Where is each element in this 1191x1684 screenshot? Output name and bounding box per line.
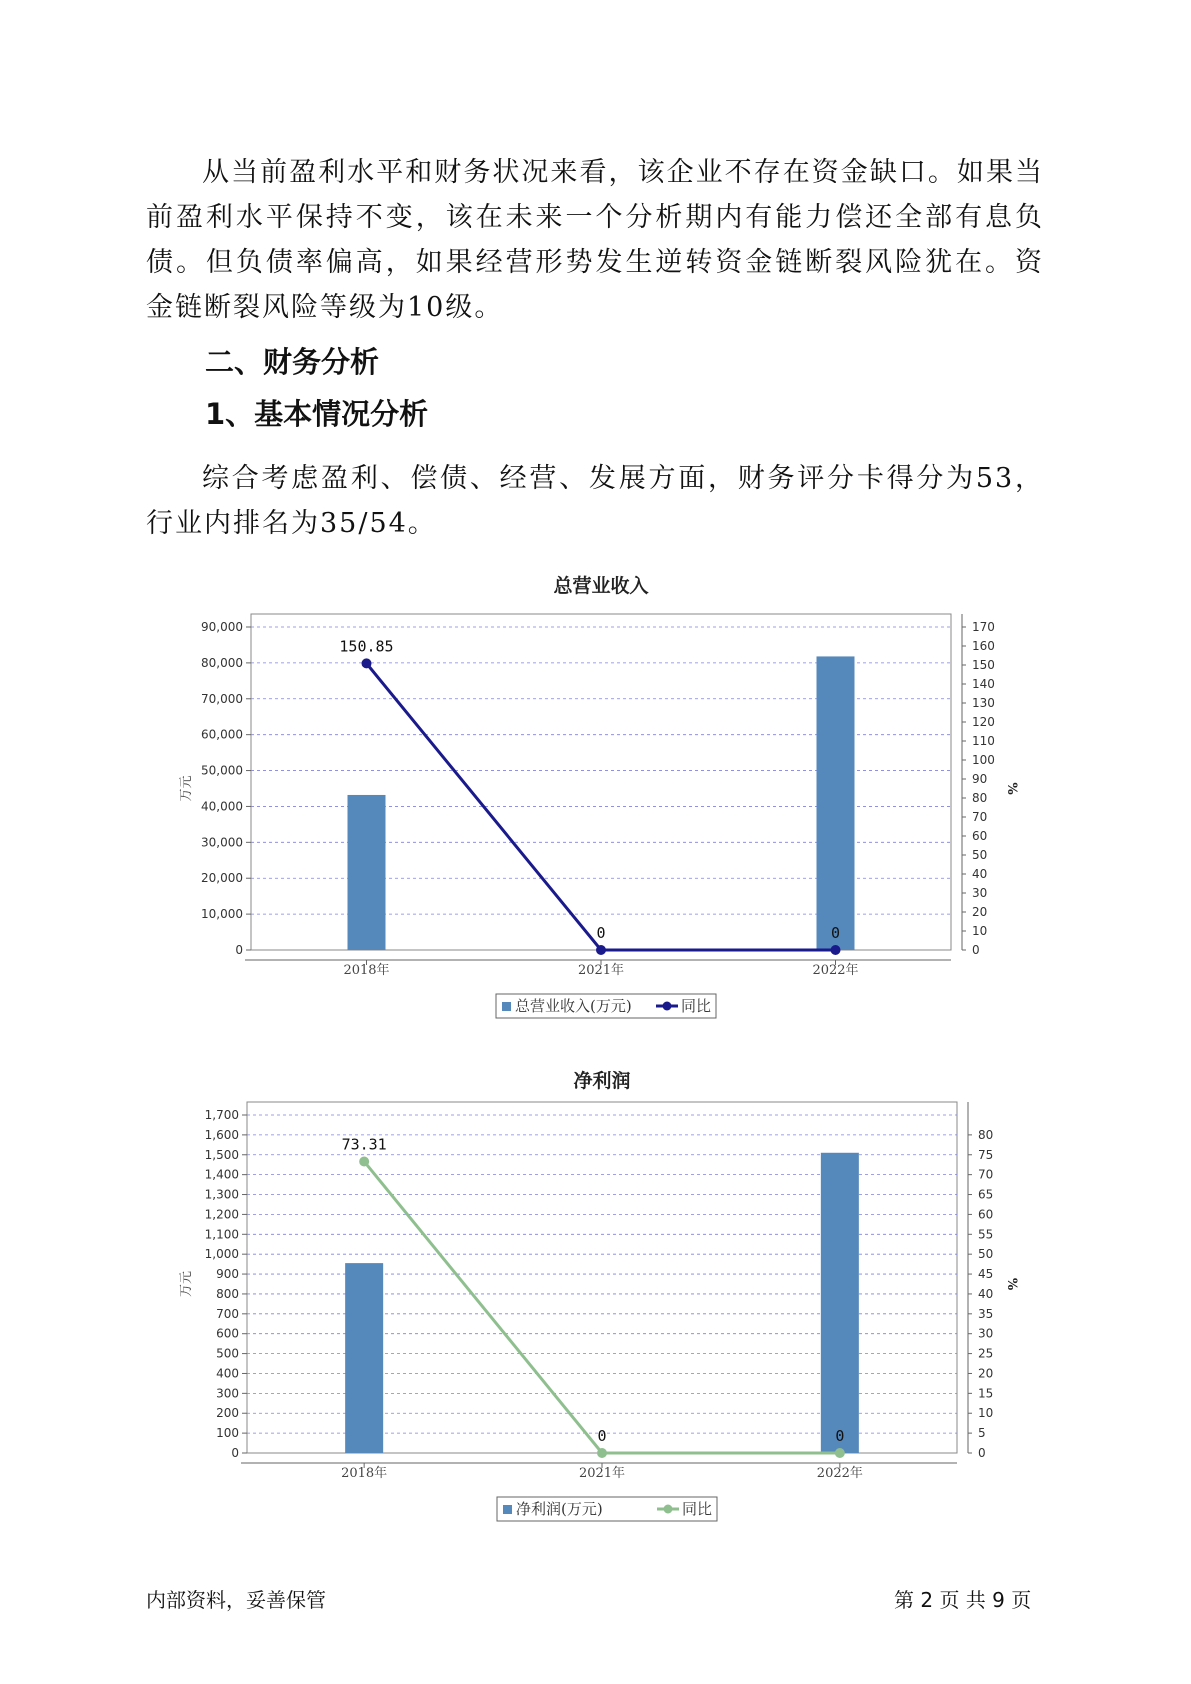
- section-heading: 二、财务分析: [205, 345, 380, 379]
- y2-tick-label: 60: [972, 829, 988, 843]
- y-tick-label: 90,000: [201, 620, 243, 634]
- line-series: [364, 1161, 840, 1453]
- score-paragraph: 综合考虑盈利、偿债、经营、发展方面，财务评分卡得分为53，行业内排名为35/54。: [146, 463, 1044, 539]
- chart-title: 总营业收入: [553, 575, 649, 597]
- x-tick-label: 2018年: [341, 1466, 388, 1481]
- y-tick-label: 800: [216, 1286, 239, 1301]
- bar: [817, 656, 855, 950]
- y-tick-label: 40,000: [201, 799, 243, 814]
- footer-page-number: 第 2 页 共 9 页: [894, 1588, 1032, 1612]
- data-label: 0: [835, 1427, 845, 1445]
- y2-tick-label: 35: [978, 1306, 994, 1321]
- y-tick-label: 400: [216, 1366, 239, 1381]
- y-tick-label: 80,000: [201, 655, 243, 670]
- y2-axis-label: %: [1004, 1277, 1019, 1291]
- data-label: 0: [597, 1427, 607, 1445]
- y2-tick-label: 5: [978, 1426, 986, 1441]
- net-profit-chart: [0, 1065, 1191, 1525]
- y-tick-label: 0: [231, 1446, 239, 1460]
- y2-tick-label: 130: [972, 696, 995, 710]
- y2-tick-label: 15: [978, 1386, 994, 1401]
- y2-tick-label: 90: [972, 772, 988, 786]
- revenue-chart-svg: [0, 570, 1191, 1030]
- y2-tick-label: 10: [978, 1406, 994, 1421]
- x-tick-label: 2022年: [816, 1466, 863, 1481]
- y2-tick-label: 30: [978, 1326, 994, 1341]
- data-label: 0: [596, 924, 606, 942]
- line-point: [362, 658, 372, 668]
- y-tick-label: 300: [216, 1386, 239, 1401]
- y-axis-label: 万元: [179, 1270, 194, 1298]
- bar: [821, 1153, 859, 1453]
- y2-tick-label: 100: [972, 753, 995, 767]
- y2-tick-label: 20: [978, 1366, 994, 1381]
- y2-tick-label: 45: [978, 1267, 994, 1282]
- y2-tick-label: 80: [972, 791, 988, 805]
- data-label: 73.31: [341, 1135, 387, 1154]
- legend-bar-label: 净利润(万元): [516, 1500, 603, 1518]
- y2-tick-label: 0: [978, 1446, 986, 1460]
- line-point: [359, 1156, 369, 1166]
- data-label: 150.85: [339, 637, 394, 656]
- bar: [345, 1263, 383, 1453]
- y2-tick-label: 30: [972, 886, 988, 900]
- legend-line-label: 同比: [681, 997, 712, 1015]
- y-tick-label: 200: [216, 1406, 239, 1421]
- x-tick-label: 2021年: [577, 963, 625, 978]
- y-tick-label: 30,000: [201, 835, 243, 850]
- y2-axis-label: %: [1004, 782, 1019, 795]
- y2-tick-label: 160: [972, 639, 995, 653]
- legend-line-label: 同比: [682, 1500, 713, 1518]
- net-profit-chart-svg: [0, 1065, 1191, 1525]
- y2-tick-label: 60: [978, 1207, 994, 1222]
- y-tick-label: 70,000: [201, 691, 243, 706]
- y2-tick-label: 0: [972, 943, 980, 957]
- y-tick-label: 1,000: [204, 1247, 239, 1262]
- y2-tick-label: 65: [978, 1187, 994, 1202]
- line-point: [831, 945, 841, 955]
- legend-line-marker: [663, 1002, 672, 1011]
- line-point: [596, 945, 606, 955]
- y-tick-label: 1,600: [204, 1127, 239, 1142]
- y-tick-label: 20,000: [201, 871, 243, 886]
- x-tick-label: 2021年: [578, 1466, 626, 1481]
- y-tick-label: 700: [216, 1306, 239, 1321]
- legend-line-marker: [664, 1505, 673, 1514]
- y2-tick-label: 25: [978, 1346, 994, 1361]
- y2-tick-label: 50: [972, 848, 988, 862]
- y2-tick-label: 55: [978, 1227, 994, 1242]
- revenue-chart: [0, 570, 1191, 1030]
- y2-tick-label: 40: [972, 867, 988, 881]
- line-point: [835, 1448, 845, 1458]
- x-tick-label: 2018年: [343, 963, 390, 978]
- y2-tick-label: 40: [978, 1286, 994, 1301]
- y2-tick-label: 140: [972, 677, 995, 691]
- y-tick-label: 50,000: [201, 763, 243, 778]
- y-tick-label: 1,100: [204, 1227, 239, 1242]
- y2-tick-label: 170: [972, 620, 995, 634]
- legend-bar-swatch: [502, 1002, 511, 1011]
- subsection-heading: 1、基本情况分析: [205, 397, 429, 431]
- y-tick-label: 1,500: [204, 1147, 239, 1162]
- y-tick-label: 1,400: [204, 1167, 239, 1182]
- y-axis-label: 万元: [179, 775, 194, 802]
- y2-tick-label: 10: [972, 924, 988, 938]
- y-tick-label: 100: [216, 1426, 239, 1441]
- y2-tick-label: 50: [978, 1247, 994, 1262]
- y2-tick-label: 75: [978, 1147, 994, 1162]
- y-tick-label: 1,200: [204, 1207, 239, 1222]
- y-tick-label: 10,000: [201, 907, 243, 922]
- bar: [348, 795, 386, 950]
- y2-tick-label: 120: [972, 715, 995, 729]
- y-tick-label: 1,700: [204, 1108, 239, 1122]
- line-point: [597, 1448, 607, 1458]
- y-tick-label: 500: [216, 1346, 239, 1361]
- y2-tick-label: 150: [972, 658, 995, 672]
- data-label: 0: [830, 924, 841, 942]
- y-tick-label: 60,000: [201, 727, 243, 742]
- y2-tick-label: 20: [972, 905, 988, 919]
- y2-tick-label: 70: [972, 810, 988, 824]
- summary-paragraph: 从当前盈利水平和财务状况来看，该企业不存在资金缺口。如果当前盈利水平保持不变，该在未来一个分析期内有能力偿还全部有息负债。但负债率偏高，如果经营形势发生逆转资金链断裂风险犹在。资金链断裂风险等级为10级。: [146, 157, 1044, 323]
- legend-bar-swatch: [503, 1505, 512, 1514]
- y-tick-label: 0: [235, 943, 243, 957]
- footer-confidential: 内部资料，妥善保管: [146, 1588, 326, 1612]
- x-tick-label: 2022年: [812, 963, 859, 978]
- chart-title: 净利润: [573, 1070, 631, 1092]
- legend-bar-label: 总营业收入(万元): [515, 997, 632, 1015]
- y2-tick-label: 110: [972, 734, 995, 748]
- y2-tick-label: 80: [978, 1127, 994, 1142]
- y-tick-label: 900: [216, 1267, 239, 1282]
- y-tick-label: 1,300: [204, 1187, 239, 1202]
- y-tick-label: 600: [216, 1326, 239, 1341]
- y2-tick-label: 70: [978, 1167, 994, 1182]
